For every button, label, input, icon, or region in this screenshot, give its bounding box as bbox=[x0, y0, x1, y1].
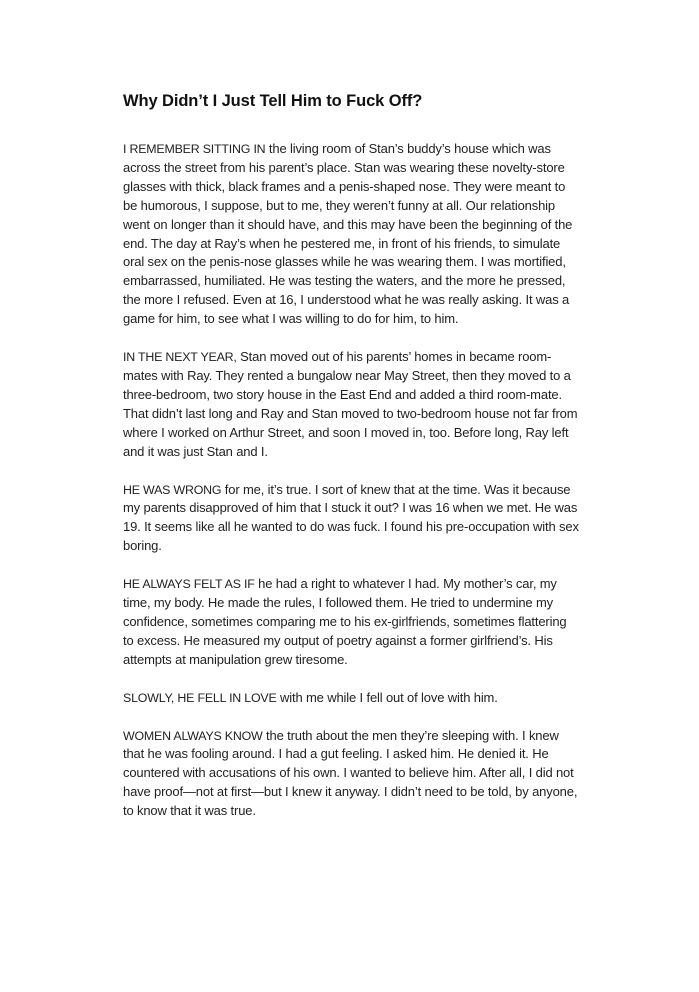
paragraph-lead-in: SLOWLY, HE FELL IN LOVE bbox=[123, 690, 277, 705]
paragraph-5 bbox=[123, 689, 579, 708]
paragraph-text: for me, it’s true. I sort of knew that at the time. Was it because my parents disapproved of him that I stuck it out? I was 16 when we met. He was 19. It seems like all he wanted to do was fuck. I found his pre-occupation with sex boring. bbox=[123, 481, 579, 554]
paragraph-text: Stan moved out of his parents’ homes in became room-mates with Ray. They rented a bungalow near May Street, then they moved to a three-bedroom, two story house in the East End and added a third room-mate. That didn’t last long and Ray and Stan moved to two-bedroom house not far from where I worked on Arthur Street, and soon I moved in, too. Before long, Ray left and it was just Stan and I. bbox=[123, 349, 578, 459]
paragraph-text: he had a right to whatever I had. My mother’s car, my time, my body. He made the rules, I followed them. He tried to undermine my confidence, sometimes comparing me to his ex-girlfriends, sometimes flattering to excess. He measured my output of poetry against a former girlfriend’s. His attempts at manipulation grew tiresome. bbox=[123, 576, 567, 667]
paragraph-2 bbox=[123, 348, 579, 461]
paragraph-lead-in: HE WAS WRONG bbox=[123, 482, 222, 497]
paragraph-lead-in: IN THE NEXT YEAR, bbox=[123, 350, 237, 365]
paragraph-lead-in: I REMEMBER SITTING IN bbox=[123, 142, 266, 156]
paragraph-4 bbox=[123, 575, 579, 670]
paragraph-lead-in: WOMEN ALWAYS KNOW bbox=[123, 728, 263, 743]
paragraph-lead-in: HE ALWAYS FELT AS IF bbox=[123, 577, 255, 592]
paragraph-text: the truth about the men they’re sleeping with. I knew that he was fooling around. I had a gut feeling. I asked him. He denied it. He countered with accusations of his own. I wanted to believe him. After all, I did not have proof—not at first—but I knew it anyway. I didn’t need to be told, by anyone, to know that it was true. bbox=[123, 727, 578, 819]
paragraph-text: with me while I fell out of love with him. bbox=[276, 689, 498, 705]
paragraph-text: the living room of Stan’s buddy’s house which was across the street from his parent’s place. Stan was wearing these novelty-store glasses with thick, black frames and a penis-shaped nose. They were meant to be humorous, I suppose, but to me, they weren’t funny at all. Our relationship went on longer than it should have, and this may have been the beginning of the end. The day at Ray’s when he pestered me, in front of his friends, to simulate oral sex on the penis-nose glasses while he was wearing them. I was mortified, embarrassed, humiliated. He was testing the waters, and the more he pressed, the more I refused. Even at 16, I understood what he was really asking. It was a game for him, to see what I was willing to do for him, to him. bbox=[123, 141, 573, 327]
page-title: Why Didn’t I Just Tell Him to Fuck Off? bbox=[123, 92, 423, 110]
paragraph-1 bbox=[123, 140, 579, 329]
paragraph-6 bbox=[123, 727, 579, 822]
body-text bbox=[123, 140, 579, 840]
paragraph-3 bbox=[123, 481, 579, 557]
